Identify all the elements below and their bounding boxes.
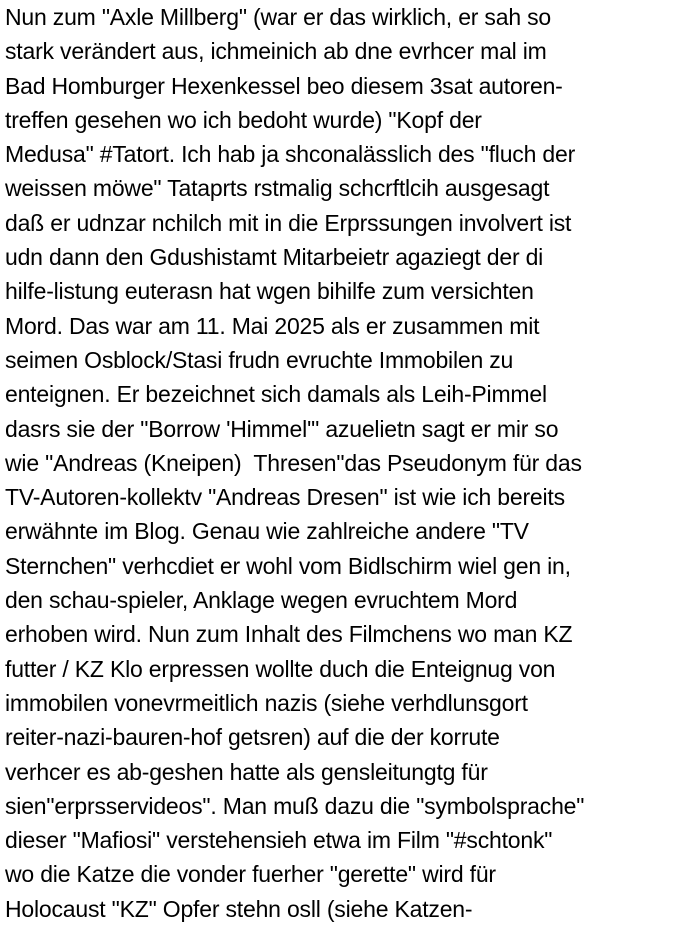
text-line: dasrs sie der "Borrow 'Himmel'" azuelietn sagt er mir so [5,415,559,442]
text-line: Medusa" #Tatort. Ich hab ja shconalässlich des "fluch der [5,141,576,168]
text-line: seimen Osblock/Stasi frudn evruchte Immobilen zu [5,346,514,373]
text-line: enteignen. Er bezeichnet sich damals als Leih-Pimmel [5,381,547,408]
text-line: immobilen vonevrmeitlich nazis (siehe verhdlunsgort [5,689,528,716]
text-line: treffen gesehen wo ich bedoht wurde) "Kopf der [5,106,482,133]
text-line: futter / KZ Klo erpressen wollte duch die Enteignug von [5,655,556,682]
text-line: Sternchen" verhcdiet er wohl vom Bidlschirm wiel gen in, [5,552,571,579]
text-line: udn dann den Gdushistamt Mitarbeietr agaziegt der di [5,244,544,271]
text-line: hilfe-listung euterasn hat wgen bihilfe zum versichten [5,278,534,305]
text-line: Bad Homburger Hexenkessel beo diesem 3sat autoren- [5,72,563,99]
document-body [5,0,684,926]
text-line: weissen möwe" Tataprts rstmalig schcrftlcih ausgesagt [5,175,550,202]
text-line: daß er udnzar nchilch mit in die Erprssungen involvert ist [5,209,572,236]
text-line: erhoben wird. Nun zum Inhalt des Filmchens wo man KZ [5,621,573,648]
text-line: dieser "Mafiosi" verstehensieh etwa im Film "#schtonk" [5,827,553,854]
text-line: sien"erprsservideos". Man muß dazu die "symbolsprache" [5,792,585,819]
text-line: erwähnte im Blog. Genau wie zahlreiche andere "TV [5,518,529,545]
text-line: Mord. Das war am 11. Mai 2025 als er zusammen mit [5,312,540,339]
text-line: stark verändert aus, ichmeinich ab dne evrhcer mal im [5,38,547,65]
text-line: TV-Autoren-kollektv "Andreas Dresen" ist wie ich bereits [5,484,565,511]
text-line: Holocaust "KZ" Opfer stehn osll (siehe Katzen- [5,895,473,922]
text-line: reiter-nazi-bauren-hof getsren) auf die der korrute [5,724,500,751]
text-line: wo die Katze die vonder fuerher "gerette" wird für [5,861,496,888]
text-line: verhcer es ab-geshen hatte als gensleitungtg für [5,758,488,785]
text-line: Nun zum "Axle Millberg" (war er das wirklich, er sah so [5,4,551,30]
text-line: den schau-spieler, Anklage wegen evruchtem Mord [5,587,518,614]
text-line: wie "Andreas (Kneipen) Thresen"das Pseudonym für das [5,449,582,476]
